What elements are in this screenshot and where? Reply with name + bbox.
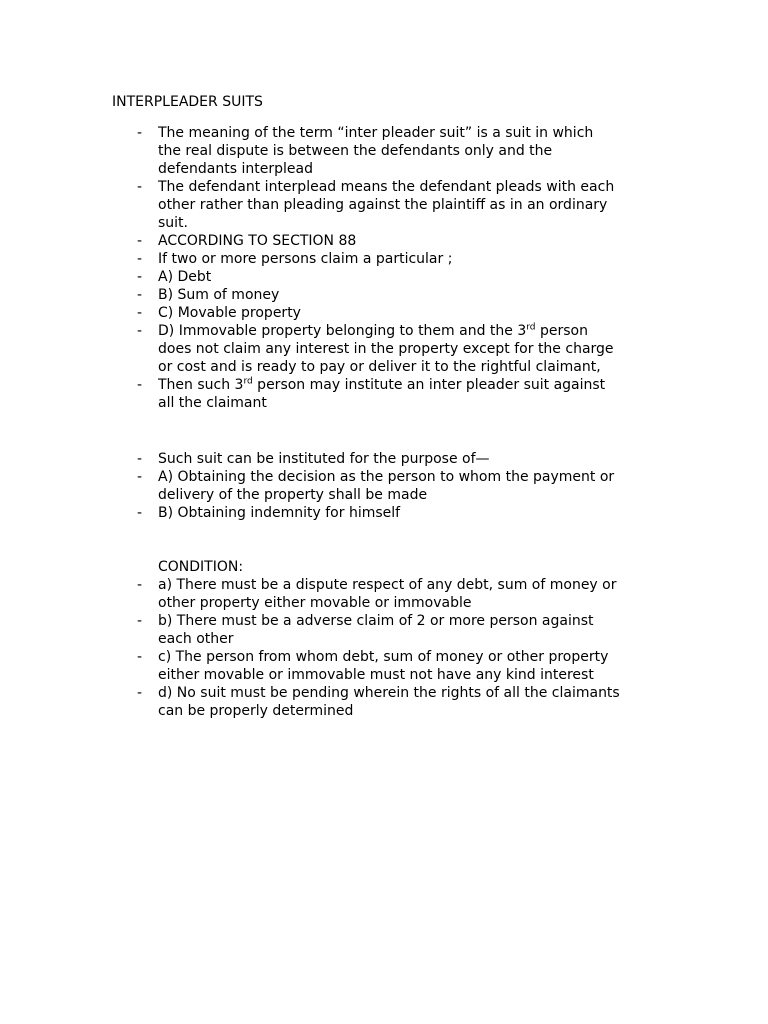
list-item-line: each other (158, 631, 234, 647)
bullet-dash: - (137, 377, 143, 393)
bullet-dash: - (137, 125, 143, 141)
list-item-line: The defendant interplead means the defendant pleads with each (158, 179, 615, 195)
bullet-dash: - (137, 269, 143, 285)
list-item-line (158, 376, 768, 394)
condition-heading: CONDITION: (158, 559, 244, 575)
section-definition (0, 124, 768, 412)
list-item-line: Such suit can be instituted for the purpose of— (158, 451, 490, 467)
list-item-line: c) The person from whom debt, sum of money or other property (158, 649, 609, 665)
list-item-line: ACCORDING TO SECTION 88 (158, 233, 357, 249)
list-item (0, 178, 768, 232)
list-item-line: B) Obtaining indemnity for himself (158, 505, 401, 521)
list-item (0, 376, 768, 412)
list-item-line: d) No suit must be pending wherein the rights of all the claimants (158, 685, 620, 701)
list-item-line: A) Obtaining the decision as the person to whom the payment or (158, 469, 615, 485)
list-item (0, 450, 768, 468)
bullet-dash: - (137, 451, 143, 467)
bullet-dash: - (137, 233, 143, 249)
bullet-dash: - (137, 305, 143, 321)
superscript-ordinal: rd (243, 376, 253, 387)
list-item (0, 648, 768, 684)
bullet-dash: - (137, 287, 143, 303)
bullet-dash: - (137, 685, 143, 701)
bullet-dash: - (137, 577, 143, 593)
list-item-line: other property either movable or immovable (158, 595, 472, 611)
list-item-line: C) Movable property (158, 305, 301, 321)
bullet-dash: - (137, 505, 143, 521)
bullet-dash: - (137, 649, 143, 665)
list-item (0, 468, 768, 504)
section-heading (0, 558, 768, 576)
list-item (0, 250, 768, 268)
bullet-dash: - (137, 323, 143, 339)
list-item (0, 286, 768, 304)
bullet-dash: - (137, 469, 143, 485)
list-item (0, 268, 768, 286)
list-item (0, 232, 768, 250)
list-item-line: The meaning of the term “inter pleader suit” is a suit in which (158, 125, 594, 141)
list-item-line: or cost and is ready to pay or deliver it to the rightful claimant, (158, 359, 601, 375)
superscript-ordinal: rd (526, 322, 536, 333)
bullet-dash: - (137, 179, 143, 195)
list-item (0, 612, 768, 648)
list-item (0, 124, 768, 178)
text-fragment: person may institute an inter pleader suit against (252, 377, 606, 393)
section-purpose (0, 450, 768, 522)
list-item (0, 576, 768, 612)
list-item-line: the real dispute is between the defendants only and the (158, 143, 553, 159)
list-item-line: delivery of the property shall be made (158, 487, 428, 503)
list-item-line: If two or more persons claim a particular ; (158, 251, 453, 267)
list-item-line: can be properly determined (158, 703, 354, 719)
bullet-dash: - (137, 613, 143, 629)
list-item-line: b) There must be a adverse claim of 2 or more person against (158, 613, 594, 629)
list-item-line: other rather than pleading against the plaintiff as in an ordinary (158, 197, 608, 213)
text-fragment: Then such 3 (158, 377, 244, 393)
list-item-line (158, 322, 768, 340)
list-item-line: A) Debt (158, 269, 212, 285)
list-item-line: suit. (158, 215, 188, 231)
list-item-line: either movable or immovable must not have any kind interest (158, 667, 594, 683)
bullet-dash: - (137, 251, 143, 267)
list-item-line: does not claim any interest in the property except for the charge (158, 341, 614, 357)
list-item (0, 322, 768, 376)
list-item-line: defendants interplead (158, 161, 313, 177)
section-condition (0, 558, 768, 720)
list-item (0, 684, 768, 720)
text-fragment: D) Immovable property belonging to them and the 3 (158, 323, 527, 339)
list-item-line: all the claimant (158, 395, 267, 411)
document-title: INTERPLEADER SUITS (112, 94, 263, 110)
list-item-line: B) Sum of money (158, 287, 280, 303)
text-fragment: person (535, 323, 588, 339)
list-item (0, 304, 768, 322)
list-item (0, 504, 768, 522)
list-item-line: a) There must be a dispute respect of any debt, sum of money or (158, 577, 617, 593)
